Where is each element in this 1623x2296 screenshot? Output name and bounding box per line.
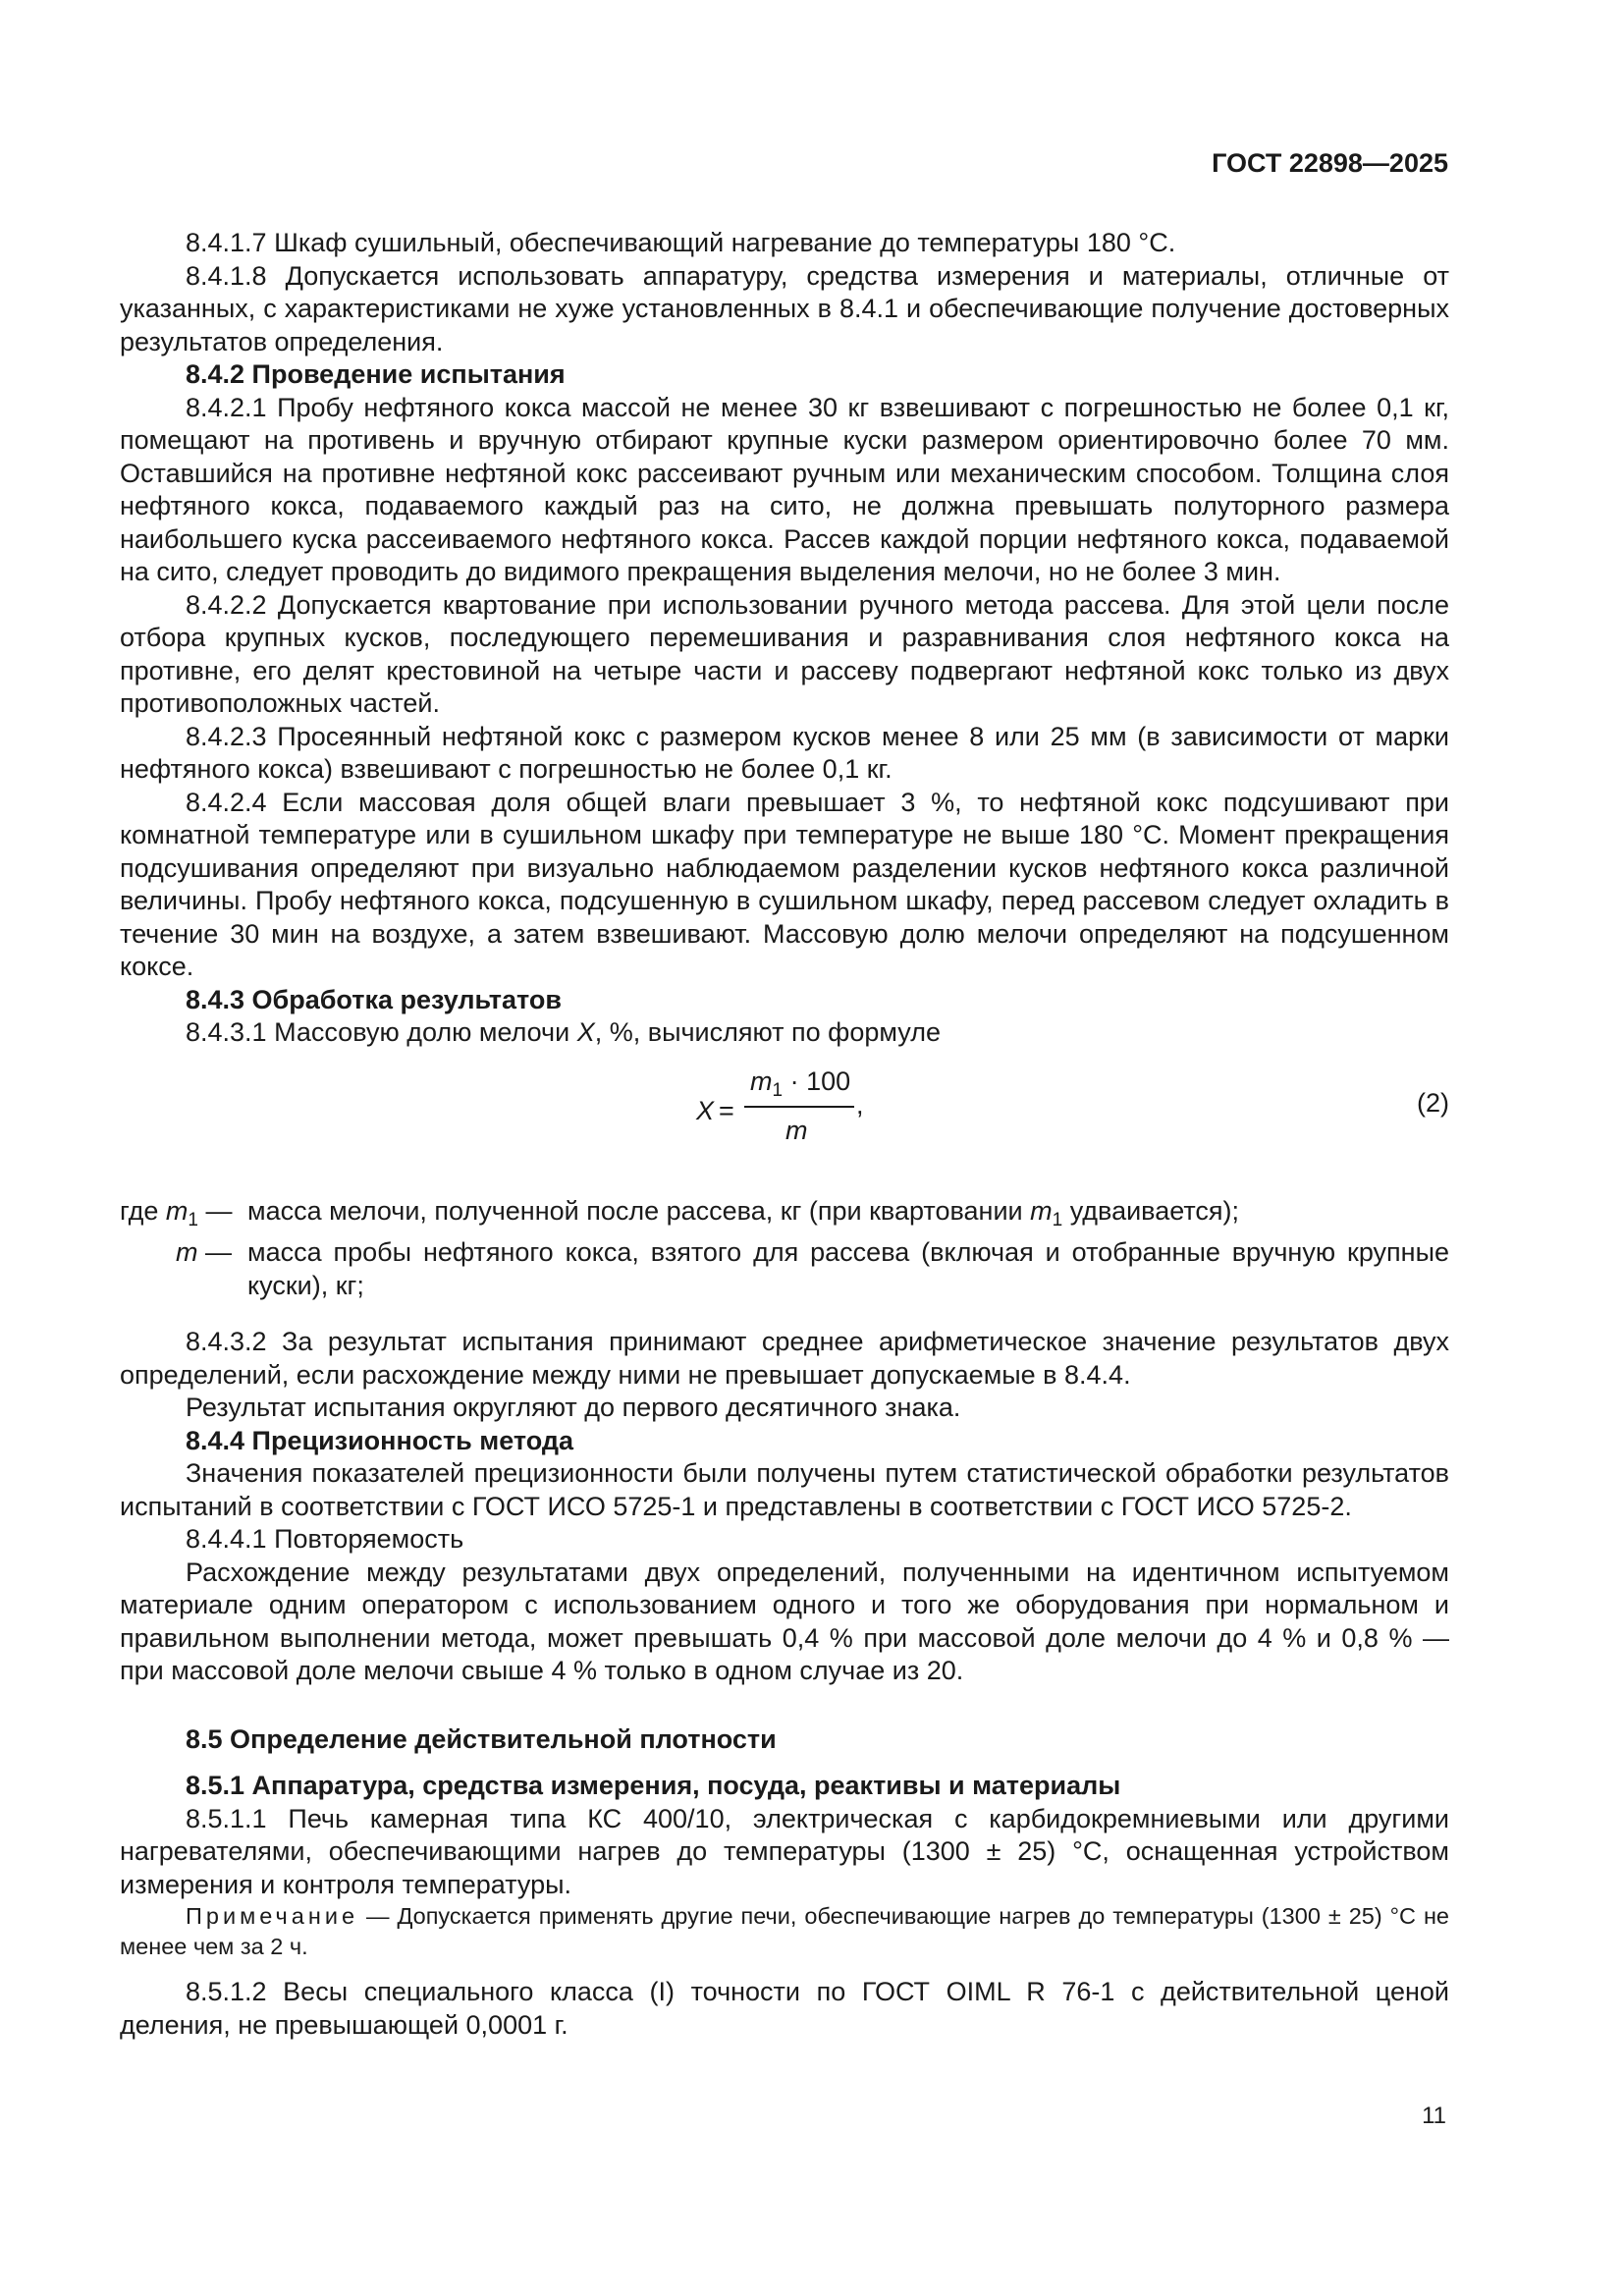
formula-numerator-sub: 1 [772,1079,784,1101]
heading-8-4-4: 8.4.4 Прецизионность метода [186,1425,574,1455]
heading-8-5-1: 8.5.1 Аппаратура, средства измерения, посуда, реактивы и материалы [186,1771,1121,1800]
paragraph-8-4-3-1-suffix: , %, вычисляют по формуле [594,1017,941,1047]
heading-8-4-2: 8.4.2 Проведение испытания [186,359,566,389]
legend-row-m [120,1236,1449,1302]
paragraph-8-4-3-1-variable: X [576,1017,595,1047]
paragraph-8-4-1-8: 8.4.1.8 Допускается использовать аппаратуру, средства измерения и материалы, отличные от указанных, с характеристиками не хуже установленных в 8.4.1 и обеспечивающие получение достоверных результатов определения. [120,260,1449,356]
paragraph-8-4-2-2: 8.4.2.2 Допускается квартование при использовании ручного метода рассева. Для этой цели после отбора крупных кусков, последующего перемешивания и разравнивания слоя нефтяного кокса на противне, его делят крестовиной на четыре части и рассеву подвергают нефтяной кокс только из двух противоположных частей. [120,589,1449,718]
paragraph-8-4-2-3: 8.4.2.3 Просеянный нефтяной кокс с размером кусков менее 8 или 25 мм (в зависимости от марки нефтяного кокса) взвешивают с погрешностью не более 0,1 кг. [120,721,1449,784]
paragraph-8-4-1-7: 8.4.1.7 Шкаф сушильный, обеспечивающий нагревание до температуры 180 °С. [186,228,1176,257]
legend-var: m [165,1195,189,1226]
formula-fraction-bar [744,1106,854,1108]
note-label: Примечание [186,1903,359,1929]
legend-dash: — [198,1195,233,1226]
paragraph-8-4-3-2: 8.4.3.2 За результат испытания принимают среднее арифметическое значение результатов двух определений, если расхождение между ними не превышает допускаемые в 8.4.4. [120,1327,1449,1390]
formula-equals: = [719,1095,734,1125]
heading-8-4-3: 8.4.3 Обработка результатов [186,984,562,1014]
heading-8-5: 8.5 Определение действительной плотности [186,1723,777,1754]
paragraph-8-4-4-1: 8.4.4.1 Повторяемость [186,1524,464,1554]
paragraph-rounding: Результат испытания округляют до первого десятичного знака. [186,1393,961,1422]
formula-legend [120,1195,1449,1303]
formula-numerator-var: m [750,1066,773,1096]
page-content [120,227,1449,2042]
legend-sub: 1 [188,1209,198,1230]
formula-comma: , [856,1089,864,1120]
paragraph-8-5-1-1: 8.5.1.1 Печь камерная типа КС 400/10, электрическая с карбидокремниевыми или другими нагревателями, обеспечивающими нагрев до температуры (1300 ± 25) °С, оснащенная устройством измерения и контроля температуры. [120,1803,1449,1899]
note [120,1901,1449,1962]
paragraph-8-4-3-1-prefix: 8.4.3.1 Массовую долю мелочи [186,1017,577,1047]
legend-desc-var: m [1030,1195,1053,1226]
legend-dash: — [197,1237,233,1267]
legend-desc-part: масса мелочи, полученной после рассева, кг (при квартовании [247,1195,1031,1226]
legend-description-m: масса пробы нефтяного кокса, взятого для рассева (включая и отобранные вручную крупные куски), кг; [247,1237,1449,1300]
document-header: ГОСТ 22898—2025 [1212,148,1448,178]
paragraph-repeatability: Расхождение между результатами двух определений, полученными на идентичном испытуемом материале одним оператором с использованием одного и того же оборудования при нормальном и правильном выполнении метода, может превышать 0,4 % при массовой доле мелочи до 4 % и 0,8 % — при массовой доле мелочи свыше 4 % только в одном случае из 20. [120,1557,1449,1685]
legend-symbol-m [176,1236,232,1270]
legend-desc-sub: 1 [1052,1209,1063,1230]
paragraph-8-4-2-4: 8.4.2.4 Если массовая доля общей влаги превышает 3 %, то нефтяной кокс подсушивают при комнатной температуре или в сушильном шкафу при температуре не выше 180 °С. Момент прекращения подсушивания определяют при визуально наблюдаемом разделении кусков нефтяного кокса различной величины. Пробу нефтяного кокса, подсушенную в сушильном шкафу, перед рассевом следует охладить в течение 30 мин на воздухе, а затем взвешивают. Массовую долю мелочи определяют на подсушенном коксе. [120,787,1449,981]
legend-prefix: где [120,1195,166,1226]
paragraph-8-4-2-1: 8.4.2.1 Пробу нефтяного кокса массой не менее 30 кг взвешивают с погрешностью не более 0,1 кг, помещают на противень и вручную отбирают крупные куски размером ориентировочно более 70 мм. Оставшийся на противне нефтяной кокс рассеивают ручным или механическим способом. Толщина слоя нефтяного кокса, подаваемого каждый раз на сито, не должна превышать полуторного размера наибольшего куска рассеиваемого нефтяного кокса. Рассев каждой порции нефтяного кокса, подаваемой на сито, следует проводить до видимого прекращения выделения мелочи, но не более 3 мин. [120,392,1449,586]
page-number: 11 [1422,2103,1446,2129]
paragraph-precision: Значения показателей прецизионности были получены путем статистической обработки результатов испытаний в соответствии с ГОСТ ИСО 5725-1 и представлены в соответствии с ГОСТ ИСО 5725-2. [120,1458,1449,1521]
formula-numerator-rest: · 100 [783,1066,851,1096]
formula-numerator [750,1066,850,1108]
paragraph-8-4-3-1 [120,1016,1449,1050]
legend-description-m1 [247,1195,1240,1230]
formula-lhs: X [696,1095,715,1125]
paragraph-8-5-1-2: 8.5.1.2 Весы специального класса (I) точности по ГОСТ OIML R 76-1 с действительной ценой деления, не превышающей 0,0001 г. [120,1977,1449,2040]
legend-row-m1 [120,1195,1449,1237]
legend-var: m [176,1237,198,1267]
formula-number: (2) [1417,1087,1449,1118]
note-text: — Допускается применять другие печи, обеспечивающие нагрев до температуры (1300 ± 25) °С не менее чем за 2 ч. [120,1903,1449,1959]
legend-desc-part: удваивается); [1062,1195,1240,1226]
formula-2 [120,1066,1449,1175]
legend-symbol-m1 [120,1195,233,1237]
formula-denominator: m [785,1115,808,1145]
